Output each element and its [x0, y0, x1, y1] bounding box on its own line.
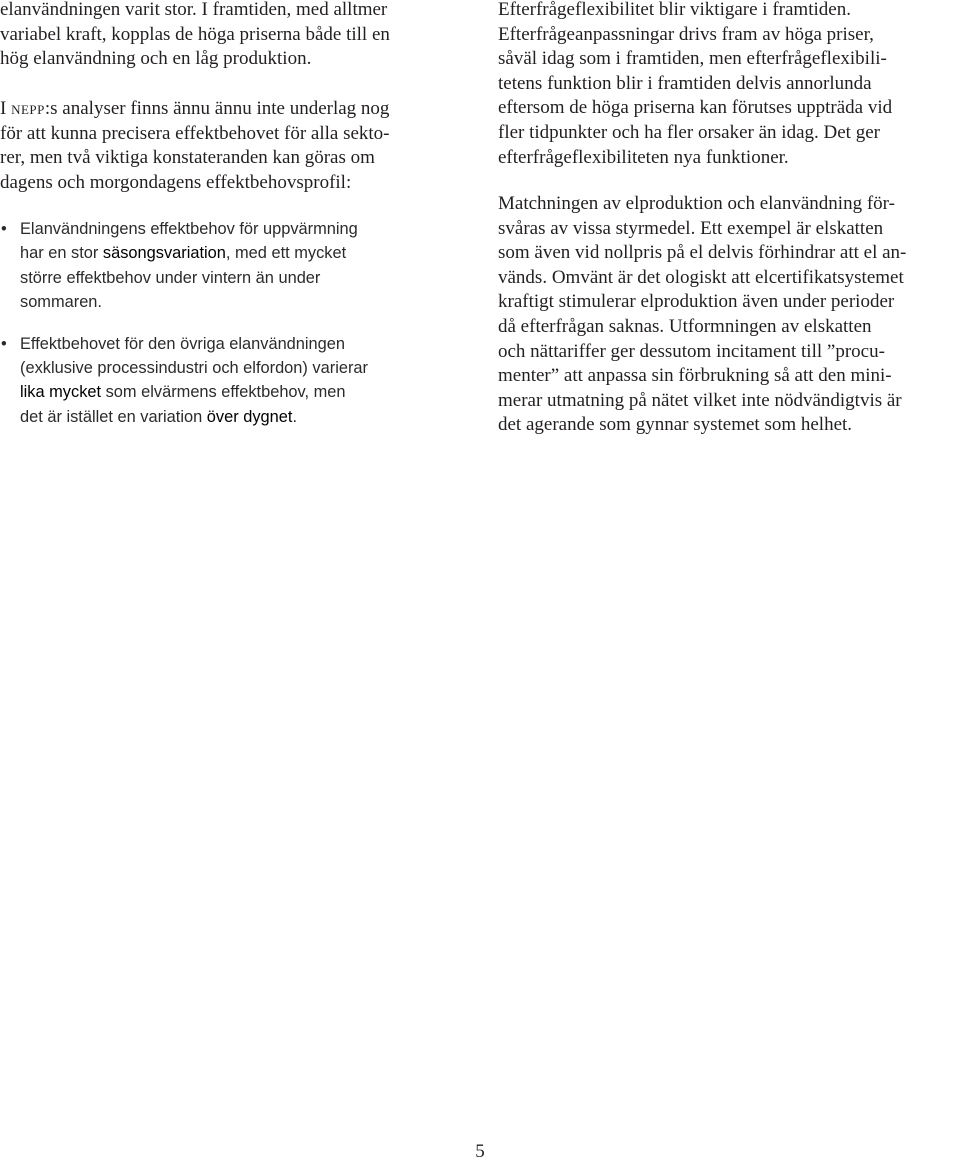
text-line: rer, men två viktiga konstateranden kan göras om: [0, 147, 375, 169]
text-line: Efterfrågeanpassningar drivs fram av höga priser,: [498, 23, 874, 45]
text-line: [0, 97, 390, 122]
right-paragraph-2: [498, 192, 906, 438]
text-fragment: det är istället en variation: [20, 407, 207, 426]
emphasis-text: lika mycket: [20, 383, 102, 402]
page-number: 5: [475, 1141, 485, 1162]
bullet-item: [0, 217, 368, 315]
text-fragment: , med ett mycket: [225, 244, 347, 263]
text-line: variabel kraft, kopplas de höga priserna både till en: [0, 23, 390, 45]
text-line: svåras av vissa styrmedel. Ett exempel är elskatten: [498, 217, 884, 239]
text-line: sommaren.: [20, 293, 102, 312]
text-line: för att kunna precisera effektbehovet för alla sekto-: [0, 122, 390, 144]
text-fragment: har en stor: [20, 244, 103, 263]
text-line: [20, 380, 368, 404]
emphasis-text: över dygnet: [206, 407, 293, 426]
bullet-item: [0, 332, 368, 430]
text-line: större effektbehov under vintern än under: [20, 268, 321, 287]
text-line: menter” att anpassa sin förbrukning så att den mini-: [498, 365, 892, 387]
text-line: kraftigt stimulerar elproduktion även under perioder: [498, 291, 895, 313]
text-line: Effektbehovet för den övriga elanvändningen: [20, 334, 346, 353]
text-line: [20, 241, 368, 265]
text-line: och nättariffer ger dessutom incitament till ”procu-: [498, 340, 885, 362]
bullet-list: [0, 217, 368, 446]
text-line: fler tidpunkter och ha fler orsaker än idag. Det ger: [498, 121, 880, 143]
text-fragment: .: [292, 407, 297, 426]
text-line: merar utmatning på nätet vilket inte nödvändigtvis är: [498, 389, 902, 411]
text-line: elanvändningen varit stor. I framtiden, med alltmer: [0, 0, 388, 20]
text-line: då efterfrågan saknas. Utformningen av elskatten: [498, 315, 872, 337]
text-line: Elanvändningens effektbehov för uppvärmning: [20, 220, 358, 238]
text-line: [20, 405, 368, 429]
text-line: Efterfrågeflexibilitet blir viktigare i framtiden.: [498, 0, 851, 20]
text-line: hög elanvändning och en låg produktion.: [0, 48, 312, 70]
text-fragment: I: [0, 98, 12, 119]
right-paragraph-1: [498, 0, 892, 170]
bullet-marker: •: [1, 334, 7, 353]
text-line: efterfrågeflexibiliteten nya funktioner.: [498, 146, 789, 168]
text-line: (exklusive processindustri och elfordon) varierar: [20, 359, 368, 378]
text-line: eftersom de höga priserna kan förutses uppträda vid: [498, 97, 893, 119]
text-line: Matchningen av elproduktion och elanvändning för-: [498, 193, 895, 214]
text-line: såväl idag som i framtiden, men efterfrågeflexibili-: [498, 48, 887, 70]
text-line: som även vid nollpris på el delvis förhindrar att el an-: [498, 242, 907, 264]
left-paragraph-1: [0, 0, 390, 72]
emphasis-text: säsongsvariation: [102, 244, 226, 263]
text-line: det agerande som gynnar systemet som helhet.: [498, 414, 853, 436]
text-fragment: :s analyser finns ännu ännu inte underlag nog: [44, 98, 390, 119]
left-paragraph-2: [0, 97, 390, 195]
bullet-marker: •: [1, 220, 7, 238]
text-line: tetens funktion blir i framtiden delvis annorlunda: [498, 72, 872, 94]
text-fragment: som elvärmens effektbehov, men: [101, 383, 346, 402]
text-line: dagens och morgondagens effektbehovsprofil:: [0, 171, 352, 193]
nepp-acronym: nepp: [11, 98, 45, 119]
text-line: vänds. Omvänt är det ologiskt att elcertifikatsystemet: [498, 266, 904, 288]
